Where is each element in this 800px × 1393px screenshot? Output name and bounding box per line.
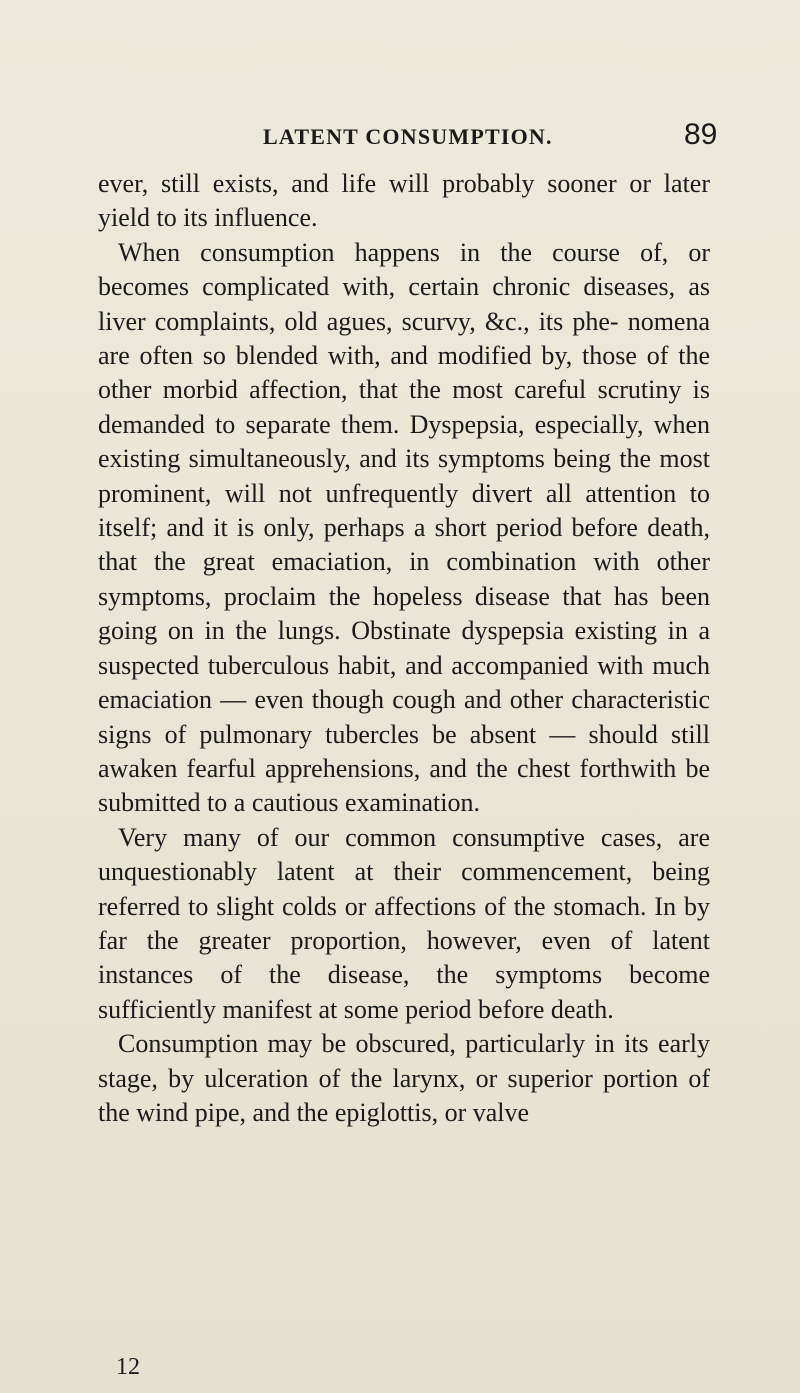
body-text xyxy=(98,167,710,1130)
paragraph: Very many of our common consumptive cases, are unquestionably latent at their commencement, being referred to slight colds or affections of the stomach. In by far the greater proportion, however, even of latent instances of the disease, the symptoms become sufficiently manifest at some period before death. xyxy=(98,822,710,1024)
paragraph: Consumption may be obscured, particularly in its early stage, by ulceration of the larynx, or superior portion of the wind pipe, and the epiglottis, or valve xyxy=(98,1029,710,1127)
paragraph: When consumption happens in the course of, or becomes complicated with, certain chronic diseases, as liver complaints, old agues, scurvy, &c., its phe- nomena are often so blended with, and modified by, those of the other morbid affection, that the most careful scrutiny is demanded to separate them. Dyspepsia, especially, when existing simultaneously, and its symptoms being the most prominent, will not unfrequently divert all attention to itself; and it is only, perhaps a short period before death, that the great emaciation, in combination with other symptoms, proclaim the hopeless disease that has been going on in the lungs. Obstinate dyspepsia existing in a suspected tuberculous habit, and accompanied with much emaciation — even though cough and other characteristic signs of pulmonary tubercles be absent — should still awaken fearful apprehensions, and the chest forthwith be submitted to a cautious examination. xyxy=(98,237,710,818)
signature-mark: 12 xyxy=(116,1354,140,1380)
paragraph: ever, still exists, and life will probably sooner or later yield to its influence. xyxy=(98,169,710,233)
page-header xyxy=(0,118,800,158)
running-title: LATENT CONSUMPTION. xyxy=(263,124,553,149)
page-number: 89 xyxy=(684,118,718,151)
